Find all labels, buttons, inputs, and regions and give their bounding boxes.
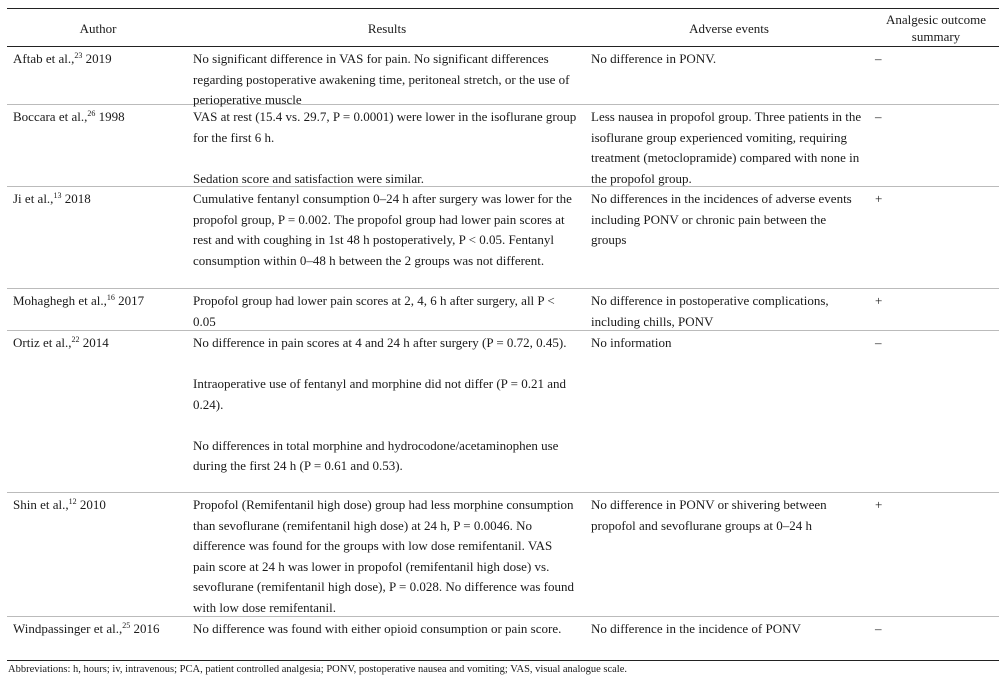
author-cell: Shin et al.,$^{12}$ 2010 — [13, 497, 106, 512]
adverse-cell: No difference in PONV or shivering between propofol and sevoflurane groups at 0–24 h — [591, 497, 827, 533]
outcome-cell: + — [875, 497, 883, 512]
table-row — [7, 331, 999, 493]
author-cell: Mohaghegh et al.,$^{16}$ 2017 — [13, 293, 145, 308]
table-row — [7, 105, 999, 187]
table-row — [7, 47, 999, 105]
adverse-cell: No information — [591, 335, 672, 350]
author-cell: Windpassinger et al.,$^{25}$ 2016 — [13, 621, 160, 636]
outcome-cell: – — [875, 51, 882, 66]
table-row — [7, 289, 999, 331]
table-footnote: Abbreviations: h, hours; iv, intravenous; PCA, patient controlled analgesia; PONV, postoperative nausea and vomiting; VAS, visual analogue scale. — [8, 664, 628, 675]
results-cell: No significant difference in VAS for pain. No significant differences regarding postoperative awakening time, peritoneal stretch, or the use of perioperative muscle — [193, 51, 570, 107]
adverse-cell: No difference in the incidence of PONV — [591, 621, 801, 636]
outcome-cell: + — [875, 191, 883, 206]
outcome-cell: + — [875, 293, 883, 308]
results-cell: Propofol (Remifentanil high dose) group had less morphine consumption than sevoflurane (remifentanil high dose) at 24 h, P = 0.0046. No difference was found for the groups with low dose remifentanil. VAS pain score at 24 h was lower in propofol (remifentanil high dose) vs. sevoflurane (remifentanil high dose), P = 0.028. No difference was found with low dose remifentanil. — [193, 497, 574, 615]
results-table — [7, 8, 999, 661]
results-cell: No difference in pain scores at 4 and 24 h after surgery (P = 0.72, 0.45). Intraoperative use of fentanyl and morphine did not differ (P = 0.21 and 0.24). No differences in total morphine and hydrocodone/acetaminophen use during the first 24 h (P = 0.61 and 0.53). — [193, 335, 567, 473]
author-cell: Ji et al.,$^{13}$ 2018 — [13, 191, 91, 206]
results-cell: Propofol group had lower pain scores at 2, 4, 6 h after surgery, all P < 0.05 — [193, 293, 555, 329]
adverse-cell: No difference in postoperative complications, including chills, PONV — [591, 293, 829, 329]
author-cell: Boccara et al.,$^{26}$ 1998 — [13, 109, 125, 124]
header-author: Author — [79, 21, 117, 36]
header-adverse-events: Adverse events — [689, 21, 769, 36]
adverse-cell: Less nausea in propofol group. Three patients in the isoflurane group experienced vomiting, requiring treatment (metoclopramide) compared with none in the propofol group. — [591, 109, 862, 186]
outcome-cell: – — [875, 109, 882, 124]
table-row — [7, 187, 999, 289]
adverse-cell: No differences in the incidences of adverse events including PONV or chronic pain between the groups — [591, 191, 852, 247]
results-cell: Cumulative fentanyl consumption 0–24 h after surgery was lower for the propofol group, P = 0.002. The propofol group had lower pain scores at rest and with coughing in 1st 48 h postoperatively, P < 0.05. Fentanyl consumption within 0–48 h between the 2 groups was not different. — [193, 191, 572, 268]
outcome-cell: – — [875, 335, 882, 350]
author-cell: Aftab et al.,$^{23}$ 2019 — [13, 51, 112, 66]
outcome-cell: – — [875, 621, 882, 636]
table-row — [7, 493, 999, 617]
header-results: Results — [367, 21, 407, 36]
author-cell: Ortiz et al.,$^{22}$ 2014 — [13, 335, 109, 350]
table-header — [7, 8, 999, 47]
results-cell: VAS at rest (15.4 vs. 29.7, P = 0.0001) were lower in the isoflurane group for the first 6 h. Sedation score and satisfaction were similar. — [193, 109, 577, 186]
table-row — [7, 617, 999, 661]
header-analgesic-outcome: Analgesic outcome summary — [886, 12, 986, 44]
results-cell: No difference was found with either opioid consumption or pain score. — [193, 621, 562, 636]
adverse-cell: No difference in PONV. — [591, 51, 717, 66]
